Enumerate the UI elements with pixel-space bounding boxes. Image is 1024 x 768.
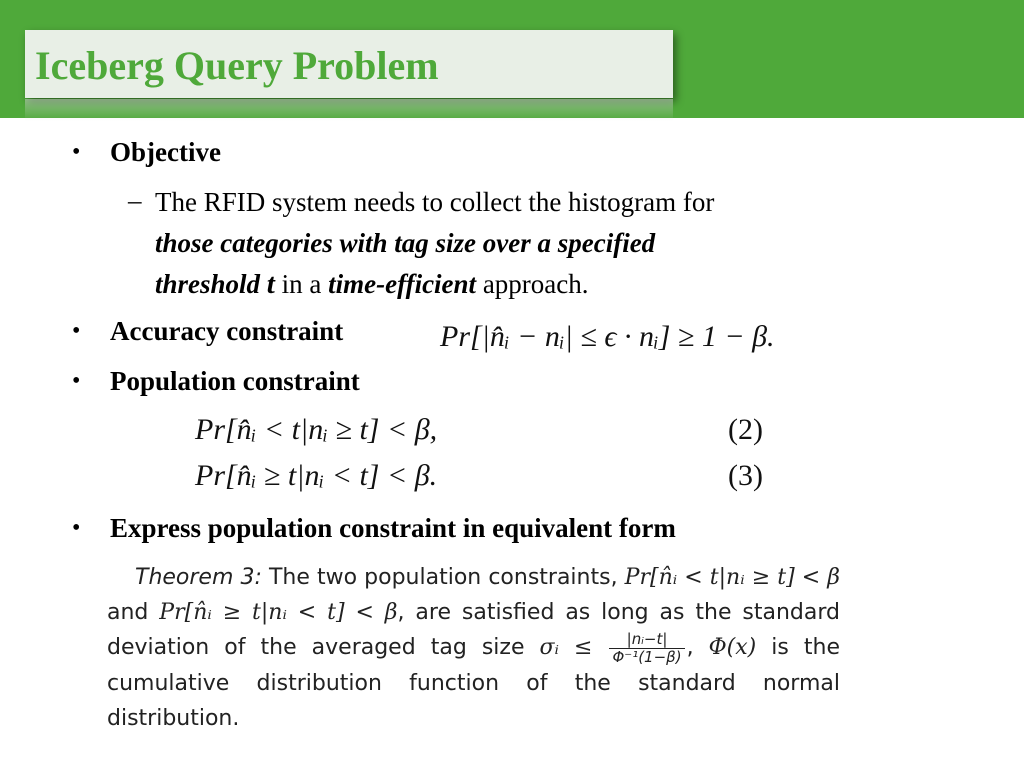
fraction-numerator: |nᵢ−t| [609,631,684,649]
equation-3: Pr[n̂ᵢ ≥ t|nᵢ < t] < β. [195,459,438,492]
accuracy-formula: Pr[|n̂ᵢ − nᵢ| ≤ ϵ · nᵢ] ≥ 1 − β. [440,320,775,353]
equation-2: Pr[n̂ᵢ < t|nᵢ ≥ t] < β, [195,413,438,446]
objective-line-3 [155,264,589,305]
bullet-dot: • [72,139,81,165]
express-heading: Express population constraint in equivalent form [110,513,676,543]
theorem-text-3: , are satisfied as long as the standard deviation of the averaged tag size [107,600,841,660]
population-heading: Population constraint [110,366,360,396]
equation-3-number: (3) [728,459,763,492]
theorem-label: Theorem 3: [135,565,262,590]
page-title: Iceberg Query Problem [35,43,439,88]
objective-line-3-mid: in a [274,269,329,299]
bullet-dot: • [72,515,81,541]
theorem-text-2: and [107,600,160,625]
objective-line-3-end: approach. [476,269,589,299]
theorem-sigma: σᵢ ≤ [539,635,608,660]
theorem-text-4: , [686,635,709,660]
threshold-symbol: t [266,268,275,300]
theorem-fraction [609,631,684,666]
theorem-block [107,560,840,736]
accuracy-heading: Accuracy constraint [110,316,344,346]
title-box [25,30,673,98]
sub-bullet-dash: – [128,185,142,215]
bullet-dot: • [72,318,81,344]
time-efficient-term: time-efficient [328,269,477,299]
theorem-constraint-2: Pr[n̂ᵢ ≥ t|nᵢ < t] < β [159,600,398,625]
objective-line-1: The RFID system needs to collect the histogram for [155,187,715,217]
theorem-text-1: The two population constraints, [261,565,625,590]
theorem-phi: Φ(x) [708,635,757,660]
theorem-text-5: is the cumulative distribution function of the standard normal distribution. [107,635,840,731]
threshold-term: threshold [155,269,261,299]
theorem-constraint-1: Pr[n̂ᵢ < t|nᵢ ≥ t] < β [624,565,841,590]
objective-line-2: those categories with tag size over a specified [155,228,656,258]
bullet-dot: • [72,368,81,394]
equation-2-number: (2) [728,413,763,446]
fraction-denominator: Φ⁻¹(1−β) [612,647,682,666]
objective-heading: Objective [110,137,221,167]
title-reflection [25,99,673,121]
